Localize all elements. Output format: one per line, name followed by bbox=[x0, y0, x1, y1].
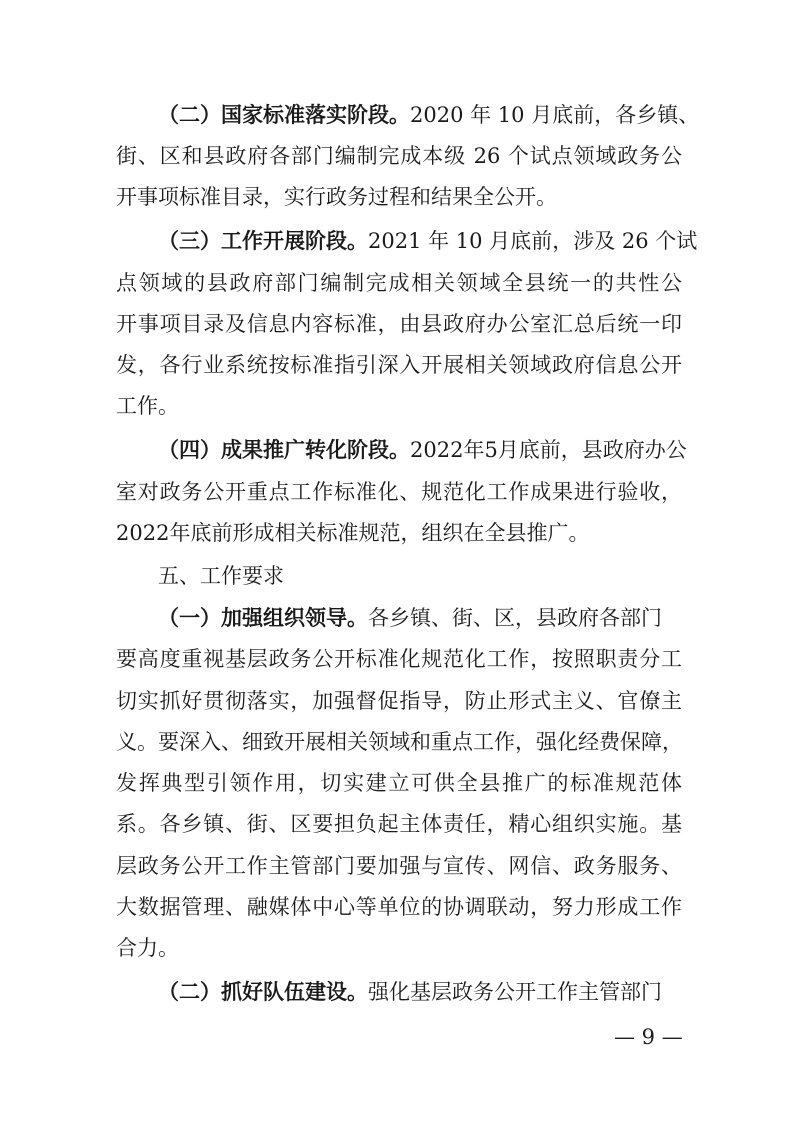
requirement-2-title: （二）抓好队伍建设。 bbox=[158, 980, 368, 1004]
section-3-line-3: 开事项目录及信息内容标准，由县政府办公室汇总后统一印 bbox=[116, 312, 682, 336]
requirement-1-line-2: 要高度重视基层政务公开标准化规范化工作，按照职责分工 bbox=[116, 647, 682, 671]
requirement-1-line-3: 切实抓好贯彻落实，加强督促指导，防止形式主义、官僚主 bbox=[116, 689, 682, 713]
section-2-line-1 bbox=[158, 100, 700, 130]
section-4-line-1 bbox=[158, 435, 687, 465]
section-3-line-5: 工作。 bbox=[116, 394, 179, 418]
section-4-line-2: 室对政务公开重点工作标准化、规范化工作成果进行验收， bbox=[116, 480, 682, 504]
requirement-1-line-9: 合力。 bbox=[116, 936, 179, 960]
section-2-line-2: 街、区和县政府各部门编制完成本级 26 个试点领域政务公 bbox=[116, 144, 682, 168]
section-2-title: （二）国家标准落实阶段。 bbox=[158, 103, 410, 127]
page-number: — 9 — bbox=[614, 1025, 683, 1049]
section-3-line-2: 点领域的县政府部门编制完成相关领域全县统一的共性公 bbox=[116, 271, 682, 295]
section-3-text: 2021 年 10 月底前，涉及 26 个试 bbox=[368, 229, 698, 253]
requirement-1-text: 各乡镇、街、区，县政府各部门 bbox=[368, 606, 662, 630]
section-4-line-3: 2022年底前形成相关标准规范，组织在全县推广。 bbox=[116, 521, 590, 545]
section-2-line-3: 开事项标准目录，实行政务过程和结果全公开。 bbox=[116, 185, 557, 209]
chapter-5-heading: 五、工作要求 bbox=[158, 564, 284, 588]
section-3-line-4: 发，各行业系统按标准指引深入开展相关领域政府信息公开 bbox=[116, 353, 682, 377]
requirement-1-line-6: 系。各乡镇、街、区要担负起主体责任，精心组织实施。基 bbox=[116, 812, 682, 836]
section-4-title: （四）成果推广转化阶段。 bbox=[158, 438, 410, 462]
requirement-2-text: 强化基层政务公开工作主管部门 bbox=[368, 980, 662, 1004]
requirement-1-line-8: 大数据管理、融媒体中心等单位的协调联动，努力形成工作 bbox=[116, 895, 682, 919]
requirement-1-line-7: 层政务公开工作主管部门要加强与宣传、网信、政务服务、 bbox=[116, 854, 682, 878]
requirement-2-line-1 bbox=[158, 977, 682, 1007]
section-3-line-1 bbox=[158, 226, 698, 256]
requirement-1-line-1 bbox=[158, 603, 682, 633]
section-4-text: 2022年5月底前，县政府办公 bbox=[410, 438, 687, 462]
requirement-1-title: （一）加强组织领导。 bbox=[158, 606, 368, 630]
requirement-1-line-5: 发挥典型引领作用，切实建立可供全县推广的标准规范体 bbox=[116, 771, 682, 795]
requirement-1-line-4: 义。要深入、细致开展相关领域和重点工作，强化经费保障， bbox=[116, 730, 683, 754]
section-2-text: 2020 年 10 月底前，各乡镇、 bbox=[410, 103, 700, 127]
section-3-title: （三）工作开展阶段。 bbox=[158, 229, 368, 253]
